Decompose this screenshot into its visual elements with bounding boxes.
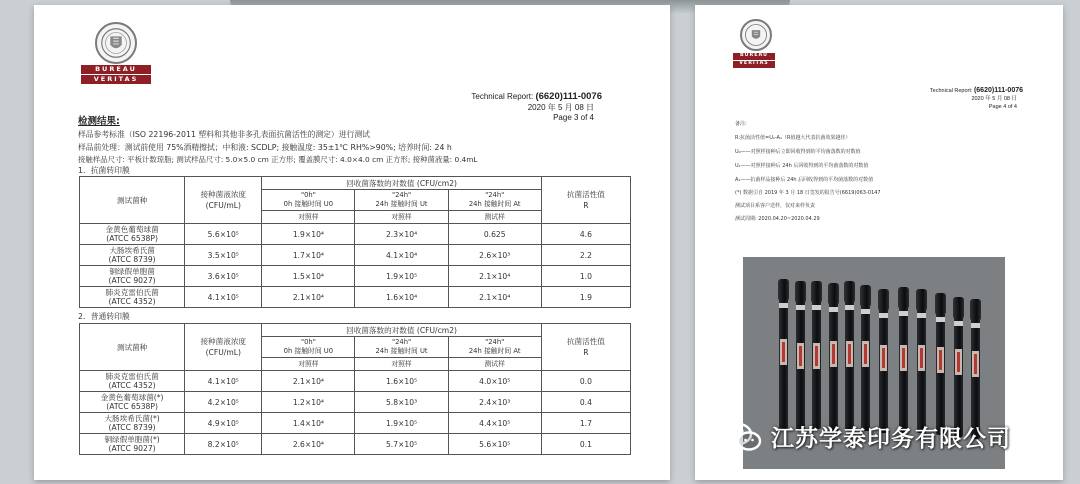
u0-cell: 1.5×10⁴ <box>262 266 355 287</box>
conc-cell: 4.2×10⁵ <box>185 392 262 413</box>
ordinary-film-table <box>79 323 631 455</box>
pen <box>917 289 926 433</box>
report-number: (6620)111-0076 <box>535 91 602 102</box>
ut-cell: 5.8×10³ <box>355 392 448 413</box>
pen <box>936 293 945 435</box>
strain-code: (ATCC 9027) <box>108 444 156 453</box>
note-line: R:抗菌活性值=U₁-A₁（R值越大代表抗菌效果越佳） <box>735 135 851 141</box>
strain-code: (ATCC 4352) <box>108 297 156 306</box>
header-r <box>541 177 630 224</box>
strain-name: 大肠埃希氏菌 <box>109 246 155 255</box>
text-line: 接触样品尺寸: 平板计数琼脂; 测试样品尺寸: 5.0×5.0 cm 正方形; 覆盖膜尺寸: 4.0×4.0 cm 正方形; 接种菌液量: 0.4mL <box>78 155 478 164</box>
logo-bureau-text: BUREAU <box>81 65 151 74</box>
note-line: 备注: <box>735 121 747 127</box>
table-row <box>80 224 631 245</box>
logo-veritas-text: VERITAS <box>81 75 151 84</box>
header-r-line2: R <box>583 348 589 357</box>
report-date: 2020 年 5 月 08 日 <box>971 96 1017 102</box>
text-line: 样品参考标准（ISO 22196-2011 塑料和其他非多孔表面抗菌活性的测定）进行测试 <box>78 130 370 139</box>
note-line: U₀——对照样接种后立即回收得到的平均菌落数的对数值 <box>735 149 861 155</box>
r-cell: 0.1 <box>541 434 630 455</box>
table-row <box>80 287 631 308</box>
conc-cell: 5.6×10⁵ <box>185 224 262 245</box>
header-u0-line1: "0h" <box>300 338 316 346</box>
seal-icon <box>95 22 137 64</box>
header-conc-line2: (CFU/mL) <box>205 201 241 210</box>
ut-cell: 1.9×10⁵ <box>355 413 448 434</box>
table1-title: 1．抗菌转印膜 <box>78 166 130 175</box>
seal-icon <box>740 19 772 51</box>
logo-bureau-text: BUREAU <box>733 53 775 60</box>
wechat-icon <box>723 421 763 453</box>
table-row <box>80 413 631 434</box>
strain-name: 肺炎克雷伯氏菌 <box>105 372 159 381</box>
strain-name: 铜绿假单胞菌 <box>109 267 155 276</box>
header-conc-line1: 接种菌液浓度 <box>200 190 247 199</box>
u0-cell: 1.7×10⁴ <box>262 245 355 266</box>
header-u0 <box>262 190 355 211</box>
at-cell: 2.4×10³ <box>448 392 541 413</box>
u0-cell: 2.1×10⁴ <box>262 371 355 392</box>
header-conc-line2: (CFU/mL) <box>205 348 241 357</box>
note-line: U₁——对照样接种后 24h 后回收得到的平均菌落数的对数值 <box>735 163 869 169</box>
strain-cell <box>80 434 185 455</box>
pen <box>899 287 908 433</box>
table-row <box>80 245 631 266</box>
ut-cell: 1.9×10⁵ <box>355 266 448 287</box>
strain-name: 金黄色葡萄球菌(*) <box>100 393 164 402</box>
strain-name: 肺炎克雷伯氏菌 <box>105 288 159 297</box>
header-ut-line1: "24h" <box>391 338 412 346</box>
strain-code: (ATCC 6538P) <box>106 234 158 243</box>
ut-cell: 1.6×10⁴ <box>355 287 448 308</box>
header-sample: 测试样 <box>448 358 541 371</box>
ut-cell: 1.6×10⁵ <box>355 371 448 392</box>
pen <box>954 297 963 437</box>
table-row <box>80 266 631 287</box>
strain-code: (ATCC 4352) <box>108 381 156 390</box>
text-line: 样品前处理：测试前使用 75%酒精擦拭；中和液: SCDLP; 接触温度: 35±1℃ RH%>90%; 培养时间: 24 h <box>78 143 452 152</box>
table2-title: 2．普通转印膜 <box>78 312 130 321</box>
strain-name: 铜绿假单胞菌(*) <box>104 435 160 444</box>
pen <box>796 281 805 431</box>
pen <box>812 281 821 429</box>
u0-cell: 1.9×10⁴ <box>262 224 355 245</box>
r-cell: 1.0 <box>541 266 630 287</box>
header-conc-line1: 接种菌液浓度 <box>200 337 247 346</box>
header-ut-line2: 24h 接触时间 Ut <box>375 347 428 355</box>
header-concentration <box>185 177 262 224</box>
header-at <box>448 190 541 211</box>
report-date: 2020 年 5 月 08 日 <box>527 103 594 112</box>
strain-code: (ATCC 6538P) <box>106 402 158 411</box>
table-row <box>80 434 631 455</box>
strain-cell <box>80 266 185 287</box>
bureau-veritas-logo <box>733 19 775 81</box>
at-cell: 2.6×10³ <box>448 245 541 266</box>
table-row <box>80 392 631 413</box>
conc-cell: 4.1×10⁵ <box>185 287 262 308</box>
ut-cell: 4.1×10⁴ <box>355 245 448 266</box>
header-at-line1: "24h" <box>485 191 505 199</box>
header-strain: 测试菌种 <box>80 324 185 371</box>
header-ut-line1: "24h" <box>391 191 412 199</box>
conc-cell: 3.6×10⁵ <box>185 266 262 287</box>
header-at-line2: 24h 接触时间 At <box>468 347 521 355</box>
strain-cell <box>80 413 185 434</box>
header-at <box>448 337 541 358</box>
header-at-line1: "24h" <box>485 338 505 346</box>
at-cell: 4.0×10⁵ <box>448 371 541 392</box>
report-label: Technical Report: <box>929 88 973 94</box>
header-r-line1: 抗菌活性值 <box>566 190 605 199</box>
pen <box>971 299 980 439</box>
r-cell: 0.4 <box>541 392 630 413</box>
report-number: (6620)111-0076 <box>973 87 1023 94</box>
at-cell: 5.6×10⁵ <box>448 434 541 455</box>
u0-cell: 1.2×10⁴ <box>262 392 355 413</box>
report-label: Technical Report: <box>471 92 534 101</box>
note-line: A₁——抗菌样品接种后 24h 后回收得到的平均菌落数的对数值 <box>735 177 874 183</box>
watermark-text: 江苏学泰印务有限公司 <box>771 426 1011 452</box>
ut-cell: 2.3×10⁴ <box>355 224 448 245</box>
header-control: 对照样 <box>355 211 448 224</box>
header-control: 对照样 <box>262 211 355 224</box>
pen <box>779 279 788 429</box>
header-recovered: 回收菌落数的对数值 (CFU/cm2) <box>262 324 541 337</box>
conc-cell: 4.1×10⁵ <box>185 371 262 392</box>
strain-cell <box>80 392 185 413</box>
pen <box>829 283 838 431</box>
report-header <box>930 87 1023 111</box>
report-header <box>471 91 602 122</box>
header-ut-line2: 24h 接触时间 Ut <box>375 200 428 208</box>
bureau-veritas-logo <box>81 22 151 84</box>
header-r <box>541 324 630 371</box>
u0-cell: 1.4×10⁴ <box>262 413 355 434</box>
antibacterial-table <box>79 176 631 308</box>
strain-cell <box>80 224 185 245</box>
table-row <box>80 371 631 392</box>
header-at-line2: 24h 接触时间 At <box>468 200 521 208</box>
report-page: Page 4 of 4 <box>988 104 1017 110</box>
strain-cell <box>80 371 185 392</box>
at-cell: 2.1×10⁴ <box>448 266 541 287</box>
logo-veritas-text: VERITAS <box>733 61 775 68</box>
header-control: 对照样 <box>262 358 355 371</box>
r-cell: 1.9 <box>541 287 630 308</box>
strain-code: (ATCC 9027) <box>108 276 156 285</box>
header-u0-line1: "0h" <box>300 191 316 199</box>
company-watermark <box>723 420 1011 453</box>
strain-name: 金黄色葡萄球菌 <box>105 225 159 234</box>
at-cell: 0.625 <box>448 224 541 245</box>
strain-cell <box>80 245 185 266</box>
header-u0 <box>262 337 355 358</box>
pen <box>845 281 854 431</box>
u0-cell: 2.1×10⁴ <box>262 287 355 308</box>
note-line: 测试周期: 2020.04.20~2020.04.29 <box>735 216 820 222</box>
pen <box>879 289 888 433</box>
at-cell: 4.4×10⁵ <box>448 413 541 434</box>
note-line: (*) 数据引自 2019 年 3 月 18 日签发的报告号(6619)063-0147 <box>735 190 881 196</box>
header-r-line1: 抗菌活性值 <box>566 337 605 346</box>
conc-cell: 3.5×10⁵ <box>185 245 262 266</box>
header-r-line2: R <box>583 201 589 210</box>
header-ut <box>355 190 448 211</box>
strain-name: 大肠埃希氏菌(*) <box>104 414 160 423</box>
header-u0-line2: 0h 接触时间 U0 <box>283 200 334 208</box>
pen <box>861 285 870 431</box>
header-concentration <box>185 324 262 371</box>
conc-cell: 8.2×10⁵ <box>185 434 262 455</box>
report-page-4 <box>695 5 1063 480</box>
r-cell: 0.0 <box>541 371 630 392</box>
header-ut <box>355 337 448 358</box>
conc-cell: 4.9×10⁵ <box>185 413 262 434</box>
header-u0-line2: 0h 接触时间 U0 <box>283 347 334 355</box>
header-recovered: 回收菌落数的对数值 (CFU/cm2) <box>262 177 541 190</box>
report-page: Page 3 of 4 <box>553 113 594 122</box>
header-sample: 测试样 <box>448 211 541 224</box>
note-line: 测试项目系客户送样，仅对来样负责 <box>735 203 816 209</box>
header-control: 对照样 <box>355 358 448 371</box>
strain-cell <box>80 287 185 308</box>
strain-code: (ATCC 8739) <box>108 423 156 432</box>
results-title: 检测结果: <box>78 116 120 127</box>
r-cell: 2.2 <box>541 245 630 266</box>
r-cell: 1.7 <box>541 413 630 434</box>
report-page-3 <box>34 5 670 480</box>
r-cell: 4.6 <box>541 224 630 245</box>
at-cell: 2.1×10⁴ <box>448 287 541 308</box>
header-strain: 测试菌种 <box>80 177 185 224</box>
strain-code: (ATCC 8739) <box>108 255 156 264</box>
ut-cell: 5.7×10⁵ <box>355 434 448 455</box>
u0-cell: 2.6×10⁴ <box>262 434 355 455</box>
